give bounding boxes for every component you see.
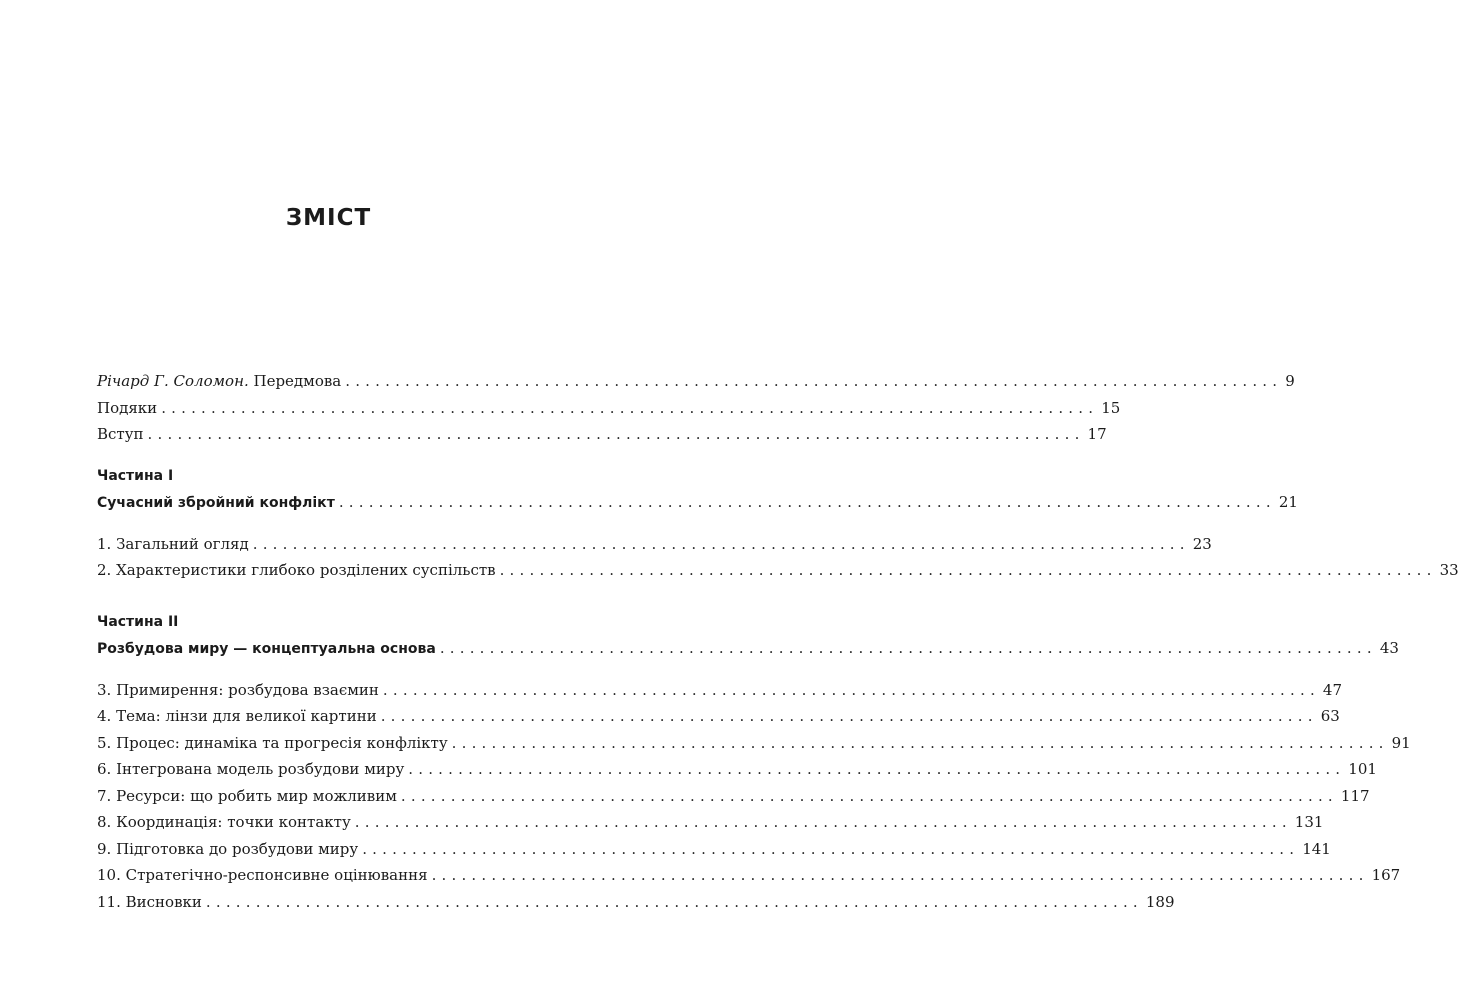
toc-entry-chapter-4: [97, 703, 1340, 730]
dot-leader: ..............................................................................................: [338, 493, 1276, 511]
part-1-heading: Частина I: [97, 467, 174, 484]
part-2-title-entry: [97, 635, 1399, 662]
dot-leader: ..............................................................................................: [252, 534, 1190, 553]
toc-page-number: 15: [1101, 398, 1121, 417]
toc-page-number: 9: [1285, 372, 1295, 390]
toc-entry-label: 3. Примирення: розбудова взаємин: [97, 680, 379, 699]
dot-leader: ..............................................................................................: [205, 892, 1143, 911]
dot-leader: ..............................................................................................: [431, 866, 1369, 884]
toc-page-number: 43: [1379, 639, 1399, 657]
toc-entry-chapter-5: [97, 730, 1411, 757]
dot-leader: ..............................................................................................: [499, 561, 1437, 579]
dot-leader: ..............................................................................................: [400, 786, 1338, 805]
dot-leader: ..............................................................................................: [161, 398, 1099, 417]
toc-entry-label: 11. Висновки: [97, 892, 202, 911]
part-2-heading: Частина II: [97, 613, 179, 630]
toc-page-number: 91: [1391, 733, 1411, 752]
toc-entry-chapter-2: [97, 557, 1459, 584]
dot-leader: ..............................................................................................: [362, 839, 1300, 858]
dot-leader: ..............................................................................................: [345, 372, 1283, 390]
dot-leader: ..............................................................................................: [439, 639, 1377, 657]
toc-entry-chapter-8: [97, 809, 1324, 836]
toc-entry-label: 8. Координація: точки контакту: [97, 813, 351, 831]
toc-entry-label: 5. Процес: динаміка та прогресія конфлікту: [97, 733, 448, 752]
toc-entry-chapter-11: [97, 889, 1175, 916]
part-1-title-entry: [97, 489, 1298, 516]
toc-entry-chapter-9: [97, 836, 1331, 863]
toc-entry-label: 10. Стратегічно-респонсивне оцінювання: [97, 866, 428, 884]
toc-entry-label: 9. Підготовка до розбудови миру: [97, 839, 359, 858]
dot-leader: ..............................................................................................: [380, 707, 1318, 725]
toc-page-number: 131: [1294, 813, 1324, 831]
toc-page-number: 63: [1320, 707, 1340, 725]
page-title: ЗМІСТ: [285, 205, 372, 231]
toc-page-number: 141: [1302, 839, 1331, 858]
toc-entry-chapter-1: [97, 531, 1212, 558]
table-of-contents: [97, 368, 1459, 915]
foreword-author: Річард Г. Соломон.: [97, 372, 249, 390]
toc-entry-chapter-10: [97, 862, 1401, 889]
toc-page-number: 117: [1340, 786, 1370, 805]
part-title: Розбудова миру — концептуальна основа: [97, 641, 436, 657]
foreword-title: Передмова: [248, 372, 342, 390]
toc-entry-foreword: [97, 368, 1295, 395]
toc-page-number: 189: [1145, 892, 1175, 911]
dot-leader: ..............................................................................................: [354, 813, 1292, 831]
toc-page-number: 47: [1322, 680, 1343, 699]
toc-entry-label: 4. Тема: лінзи для великої картини: [97, 707, 377, 725]
toc-entry-chapter-3: [97, 677, 1343, 704]
dot-leader: ..............................................................................................: [147, 425, 1085, 443]
toc-entry-introduction: [97, 421, 1107, 448]
part-title: Сучасний збройний конфлікт: [97, 495, 335, 511]
toc-page-number: 23: [1192, 534, 1212, 553]
toc-entry-acknowledgements: [97, 395, 1121, 422]
toc-entry-label: 2. Характеристики глибоко розділених суспільств: [97, 561, 496, 579]
toc-entry-label: 6. Інтегрована модель розбудови миру: [97, 760, 405, 778]
toc-page-number: 33: [1439, 561, 1459, 579]
toc-page-number: 21: [1278, 493, 1298, 511]
toc-entry-chapter-7: [97, 783, 1370, 810]
dot-leader: ..............................................................................................: [451, 733, 1389, 752]
toc-page-number: 17: [1087, 425, 1107, 443]
toc-page-number: 167: [1371, 866, 1401, 884]
toc-entry-label: 7. Ресурси: що робить мир можливим: [97, 786, 397, 805]
dot-leader: ..............................................................................................: [408, 760, 1346, 778]
toc-entry-label: Вступ: [97, 425, 144, 443]
dot-leader: ..............................................................................................: [382, 680, 1320, 699]
toc-entry-label: [97, 368, 341, 395]
toc-entry-label: Подяки: [97, 398, 158, 417]
toc-entry-chapter-6: [97, 756, 1377, 783]
toc-entry-label: 1. Загальний огляд: [97, 534, 249, 553]
toc-page-number: 101: [1348, 760, 1377, 778]
